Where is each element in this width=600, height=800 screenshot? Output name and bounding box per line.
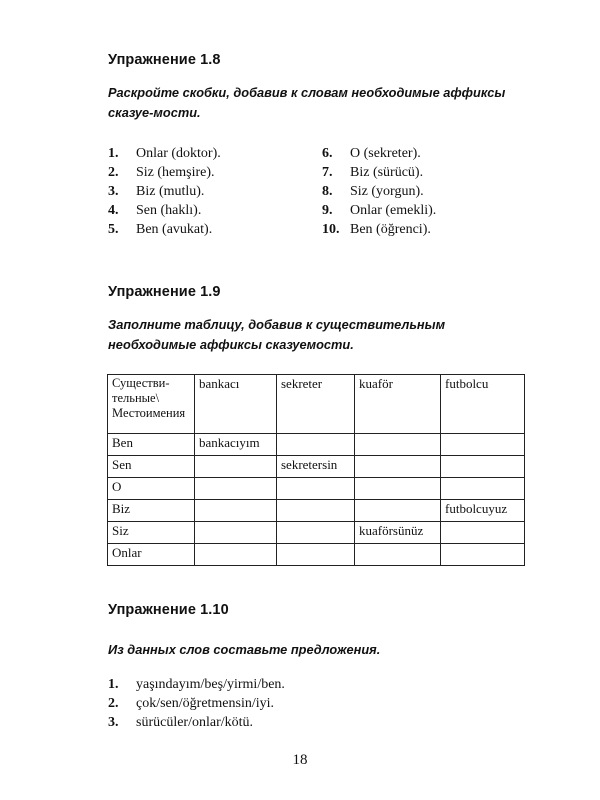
- item-text: yaşındayım/beş/yirmi/ben.: [136, 677, 285, 692]
- item-text: Sen (haklı).: [136, 203, 202, 218]
- item-text: Siz (hemşire).: [136, 165, 215, 180]
- item-text: Siz (yorgun).: [350, 184, 424, 199]
- item-number: 5.: [108, 222, 119, 237]
- table-cell: [441, 456, 525, 478]
- table-cell: [195, 500, 277, 522]
- table-cell: [441, 478, 525, 500]
- exercise-1-9-instruction: Заполните таблицу, добавив к существительным необходимые аффиксы сказуемости.: [108, 317, 446, 352]
- item-number: 8.: [322, 184, 333, 199]
- item-number: 1.: [108, 677, 119, 692]
- table-cell: [277, 544, 355, 566]
- item-number: 2.: [108, 696, 119, 711]
- table-cell: [277, 434, 355, 456]
- exercise-1-8-title: Упражнение 1.8: [108, 52, 221, 68]
- item-number: 1.: [108, 146, 119, 161]
- table-cell: [355, 456, 441, 478]
- list-item: [108, 203, 221, 222]
- row-header: Biz: [108, 500, 195, 522]
- table-header-row: [108, 375, 525, 434]
- table-cell: [195, 456, 277, 478]
- list-item: [322, 165, 436, 184]
- list-item: [108, 715, 285, 734]
- item-text: Ben (avukat).: [136, 222, 213, 237]
- list-item: [322, 222, 436, 241]
- list-item: [108, 222, 221, 241]
- item-text: sürücüler/onlar/kötü.: [136, 715, 254, 730]
- table-cell: [195, 522, 277, 544]
- table-cell: [441, 544, 525, 566]
- table-cell: [441, 522, 525, 544]
- item-number: 3.: [108, 184, 119, 199]
- table-cell: kuaförsünüz: [355, 522, 441, 544]
- list-item: [108, 184, 221, 203]
- exercise-1-10-title: Упражнение 1.10: [108, 602, 229, 618]
- list-item: [108, 677, 285, 696]
- column-header: bankacı: [195, 375, 277, 434]
- exercise-1-9-title: Упражнение 1.9: [108, 284, 221, 300]
- exercise-1-10-instruction: Из данных слов составьте предложения.: [108, 642, 381, 657]
- column-header: kuaför: [355, 375, 441, 434]
- item-text: O (sekreter).: [350, 146, 421, 161]
- affix-table: [107, 374, 525, 566]
- item-text: Biz (mutlu).: [136, 184, 205, 199]
- table-row: [108, 500, 525, 522]
- item-text: Biz (sürücü).: [350, 165, 424, 180]
- row-header: Siz: [108, 522, 195, 544]
- table-row: [108, 456, 525, 478]
- item-number: 7.: [322, 165, 333, 180]
- table-row: [108, 478, 525, 500]
- table-cell: [195, 544, 277, 566]
- list-item: [108, 696, 285, 715]
- exercise-1-10-list: [108, 677, 285, 734]
- list-item: [108, 146, 221, 165]
- exercise-1-8-instruction: Раскройте скобки, добавив к словам необходимые аффиксы сказуе-мости.: [108, 85, 506, 120]
- item-number: 10.: [322, 222, 340, 237]
- table-corner-cell: Существи-тельные\ Местоимения: [108, 375, 195, 434]
- item-number: 9.: [322, 203, 333, 218]
- column-header: futbolcu: [441, 375, 525, 434]
- table-cell: [355, 500, 441, 522]
- table-cell: [195, 478, 277, 500]
- list-item: [322, 184, 436, 203]
- table-cell: [277, 522, 355, 544]
- table-cell: futbolcuyuz: [441, 500, 525, 522]
- item-number: 3.: [108, 715, 119, 730]
- column-header: sekreter: [277, 375, 355, 434]
- table-cell: [355, 478, 441, 500]
- item-text: Ben (öğrenci).: [350, 222, 431, 237]
- table-cell: [441, 434, 525, 456]
- item-text: Onlar (emekli).: [350, 203, 437, 218]
- exercise-1-8-right-column: [322, 146, 436, 241]
- row-header: Onlar: [108, 544, 195, 566]
- table-cell: bankacıyım: [195, 434, 277, 456]
- exercise-1-8-left-column: [108, 146, 221, 241]
- item-number: 2.: [108, 165, 119, 180]
- row-header: Sen: [108, 456, 195, 478]
- table-cell: [355, 544, 441, 566]
- table-row: [108, 522, 525, 544]
- list-item: [108, 165, 221, 184]
- list-item: [322, 146, 436, 165]
- list-item: [322, 203, 436, 222]
- item-number: 4.: [108, 203, 119, 218]
- table-cell: [277, 478, 355, 500]
- row-header: O: [108, 478, 195, 500]
- item-text: Onlar (doktor).: [136, 146, 221, 161]
- table-row: [108, 434, 525, 456]
- row-header: Ben: [108, 434, 195, 456]
- item-number: 6.: [322, 146, 333, 161]
- table-cell: [355, 434, 441, 456]
- item-text: çok/sen/öğretmensin/iyi.: [136, 696, 275, 711]
- table-cell: [277, 500, 355, 522]
- table-row: [108, 544, 525, 566]
- table-cell: sekretersin: [277, 456, 355, 478]
- page-number: 18: [292, 752, 308, 768]
